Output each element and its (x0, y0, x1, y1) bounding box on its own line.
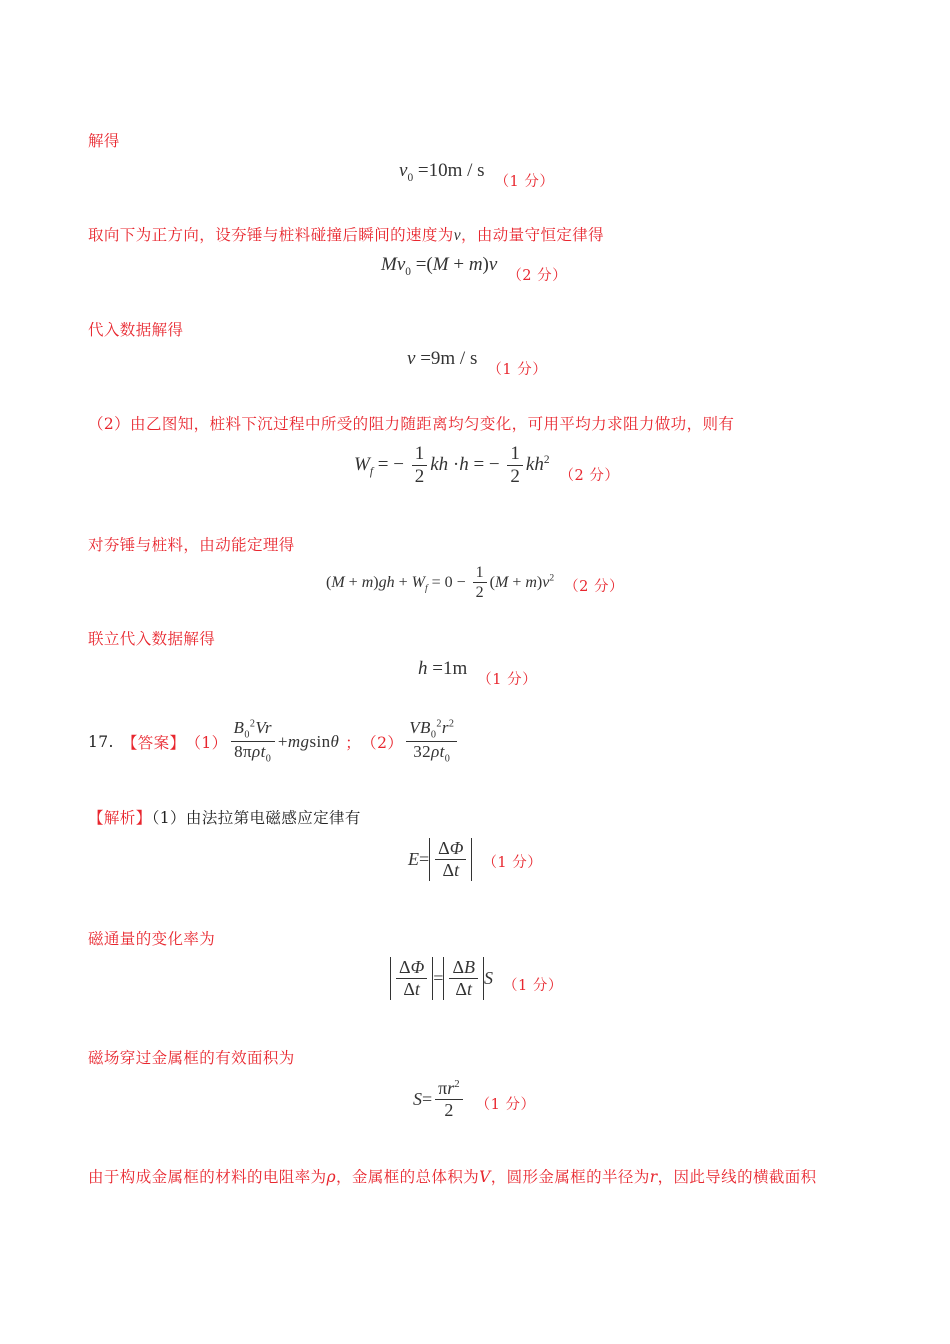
score-label: （1 分） (482, 855, 543, 872)
separator: ； (345, 733, 362, 752)
symbol-v: v (453, 227, 461, 244)
text-resistivity (88, 1165, 817, 1187)
symbol-rho: ρ (326, 1168, 337, 1186)
score-label: （1 分） (475, 1097, 536, 1114)
equation-h: $h =1m_{(1 分)}$ (418, 658, 538, 688)
symbol-V: V (479, 1168, 491, 1186)
part-1-label: （1） (185, 733, 228, 752)
score-label: （2 分） (507, 268, 568, 284)
equation-emf: E = $\frac{\Delta\Phi}{\Delta t}$ （1 分） (408, 838, 543, 880)
text-jiede-1: 解得 (88, 132, 120, 150)
analysis-label: 【解析】 (88, 809, 152, 827)
equation-v: $v =9m / s_{(1 分)}$ (407, 348, 548, 378)
text-resistivity-d: ，因此导线的横截面积 (657, 1168, 817, 1186)
text-analysis (88, 806, 361, 828)
question-number: 17. (88, 732, 114, 751)
analysis-text: （1）由法拉第电磁感应定律有 (151, 809, 361, 827)
text-direction-b: ，由动量守恒定律得 (460, 226, 605, 244)
question-17-answer (88, 718, 460, 766)
text-resistivity-b: ，金属框的总体积为 (336, 1168, 480, 1186)
text-part2: （2）由乙图知，桩料下沉过程中所受的阻力随距离均匀变化，可用平均力求阻力做功，则有 (88, 415, 735, 433)
text-direction (88, 223, 604, 245)
text-resistivity-a: 由于构成金属框的材料的电阻率为 (88, 1168, 327, 1186)
text-combine: 联立代入数据解得 (88, 630, 216, 648)
text-flux-rate: 磁通量的变化率为 (88, 930, 216, 948)
equation-work: $W_f$ = − $\frac{1}{2}$ kh ·h = − $\frac{1}{2}$ $kh^2_{(2 分)}$ (354, 443, 620, 487)
equation-v0: $v_0 =10m / s_{(1 分)}$ (399, 160, 555, 190)
score-label: （1 分） (487, 362, 548, 378)
score-label: （1 分） (494, 174, 555, 190)
answer-label: 【答案】 (121, 733, 186, 752)
part-2-label: （2） (361, 733, 404, 752)
equation-area: S = $\frac{\pi r^2}{2}$ （1 分） (413, 1078, 536, 1120)
equation-momentum: $Mv_0 =(M + m)v_{(2 分)}$ (381, 254, 568, 284)
equation-energy: $(M + m)gh + W_f = 0$ − $\frac{1}{2}$ $(M + m)v^2(2$ 分） (326, 564, 624, 602)
score-label: （2 分） (559, 468, 620, 485)
symbol-r: r (649, 1168, 658, 1186)
text-direction-a: 取向下为正方向，设夯锤与桩料碰撞后瞬间的速度为 (88, 226, 454, 244)
text-area: 磁场穿过金属框的有效面积为 (88, 1049, 295, 1067)
equation-answer-1: $\frac{B_0^2Vr}{8\pi\rho t_0}$ + mg sin θ (228, 718, 340, 766)
text-resistivity-c: ，圆形金属框的半径为 (490, 1168, 650, 1186)
equation-flux: $\frac{\Delta\Phi}{\Delta t}$ = $\frac{\Delta B}{\Delta t}$ S （1 分） (390, 957, 563, 1000)
score-label: （1 分） (477, 672, 538, 688)
text-substitute: 代入数据解得 (88, 321, 184, 339)
equation-answer-2: $\frac{VB_0^2r^2}{32\rho t_0}$ (403, 718, 460, 766)
score-label: （1 分） (503, 978, 563, 995)
text-energy: 对夯锤与桩料，由动能定理得 (88, 536, 295, 554)
score-label: （2 分） (564, 578, 624, 595)
